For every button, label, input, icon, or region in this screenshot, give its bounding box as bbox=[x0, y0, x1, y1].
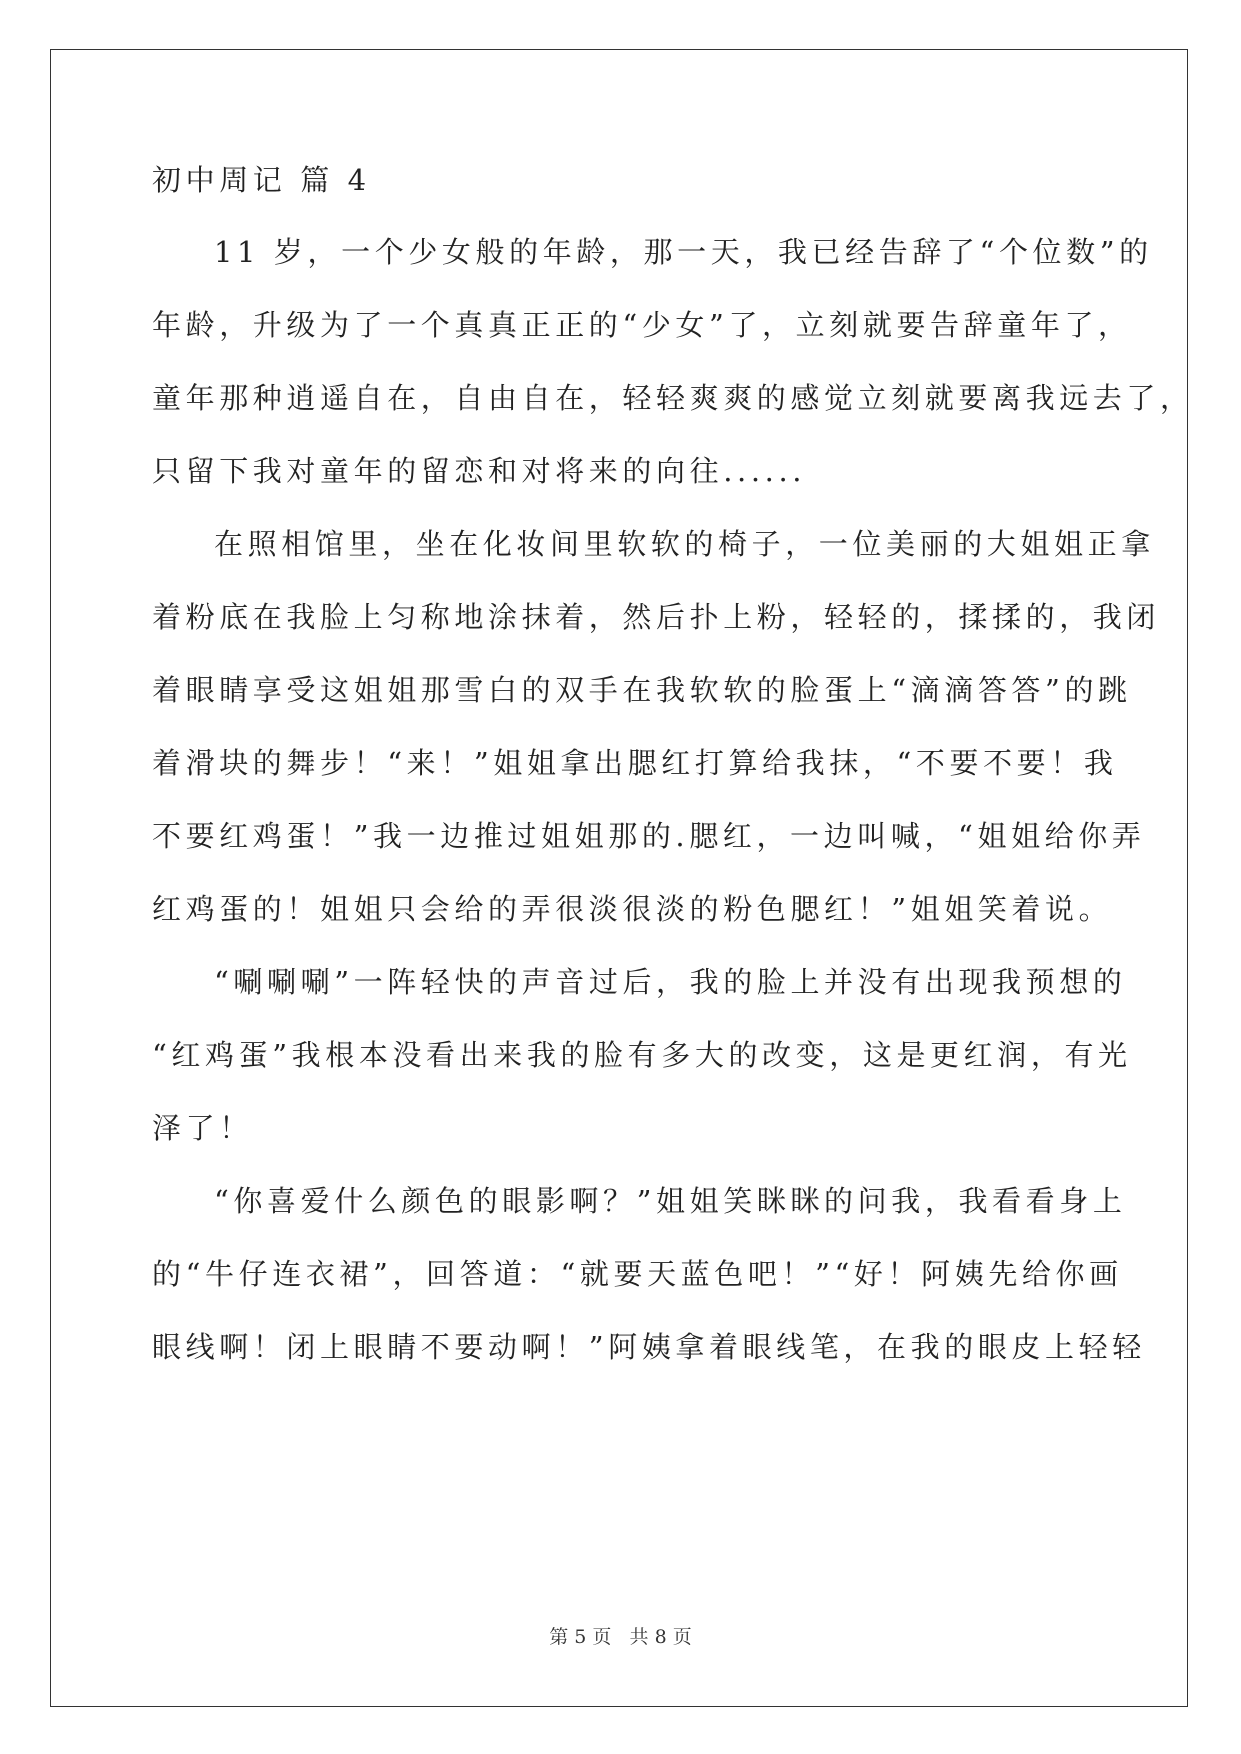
text-line-4: 只留下我对童年的留恋和对将来的向往...... bbox=[152, 454, 807, 488]
text-line-11: “唰唰唰”一阵轻快的声音过后，我的脸上并没有出现我预想的 bbox=[214, 965, 1127, 999]
page-number-footer: 第 5 页 共 8 页 bbox=[549, 1626, 692, 1648]
text-line-9: 不要红鸡蛋！”我一边推过姐姐那的.腮红，一边叫喊，“姐姐给你弄 bbox=[152, 819, 1146, 853]
text-line-16: 眼线啊！闭上眼睛不要动啊！”阿姨拿着眼线笔，在我的眼皮上轻轻 bbox=[152, 1330, 1146, 1364]
text-line-10: 红鸡蛋的！姐姐只会给的弄很淡很淡的粉色腮红！”姐姐笑着说。 bbox=[152, 892, 1113, 926]
text-line-6: 着粉底在我脸上匀称地涂抹着，然后扑上粉，轻轻的，揉揉的，我闭 bbox=[152, 600, 1161, 634]
text-line-7: 着眼睛享受这姐姐那雪白的双手在我软软的脸蛋上“滴滴答答”的跳 bbox=[152, 673, 1132, 707]
text-line-8: 着滑块的舞步！“来！”姐姐拿出腮红打算给我抹，“不要不要！我 bbox=[152, 746, 1118, 780]
text-line-14: “你喜爱什么颜色的眼影啊？”姐姐笑眯眯的问我，我看看身上 bbox=[214, 1184, 1127, 1218]
text-line-5: 在照相馆里，坐在化妆间里软软的椅子，一位美丽的大姐姐正拿 bbox=[214, 527, 1155, 561]
text-line-13: 泽了！ bbox=[152, 1111, 253, 1145]
text-line-2: 年龄，升级为了一个真真正正的“少女”了，立刻就要告辞童年了， bbox=[152, 308, 1132, 342]
text-line-12: “红鸡蛋”我根本没看出来我的脸有多大的改变，这是更红润，有光 bbox=[152, 1038, 1132, 1072]
text-line-1: 11 岁，一个少女般的年龄，那一天，我已经告辞了“个位数”的 bbox=[214, 235, 1153, 269]
text-line-3: 童年那种逍遥自在，自由自在，轻轻爽爽的感觉立刻就要离我远去了， bbox=[152, 381, 1194, 415]
text-line-15: 的“牛仔连衣裙”，回答道：“就要天蓝色吧！”“好！阿姨先给你画 bbox=[152, 1257, 1123, 1291]
page-border bbox=[50, 49, 1188, 1707]
document-title: 初中周记 篇 4 bbox=[152, 163, 371, 197]
